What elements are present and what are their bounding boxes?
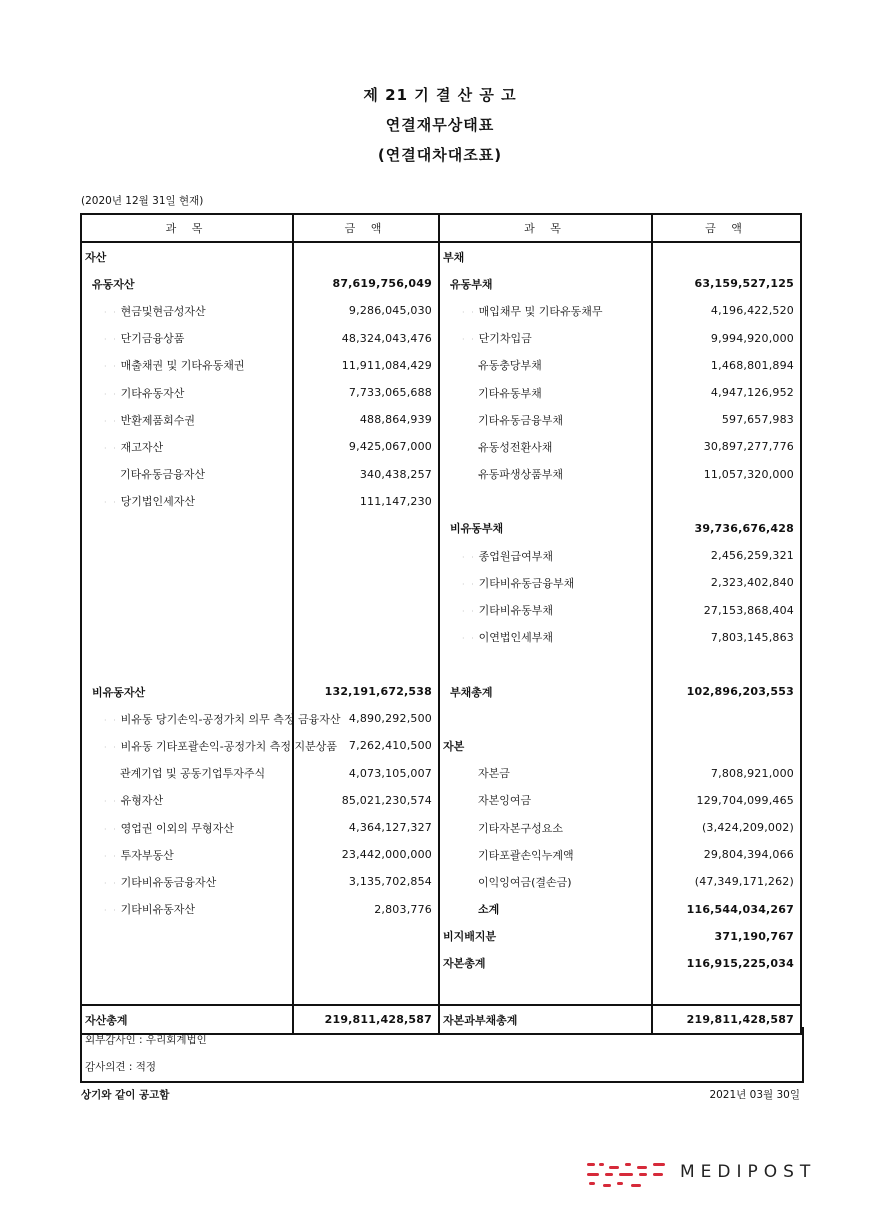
liability-item-label	[439, 787, 652, 814]
leader-dots: · ·	[104, 362, 118, 372]
liability-item-text: 기타자본구성요소	[478, 821, 564, 835]
asset-item-label	[81, 379, 293, 406]
notice-title: 제 21 기 결 산 공 고	[363, 86, 517, 104]
liability-item-amount: 2,323,402,840	[652, 569, 801, 596]
liability-item-text: 기타비유동금융부채	[478, 576, 575, 590]
liability-item-amount	[652, 705, 801, 732]
liability-item-label	[439, 596, 652, 623]
leader-dots: · ·	[462, 307, 476, 317]
leader-dots: · ·	[104, 443, 118, 453]
leader-dots: · ·	[104, 307, 118, 317]
liability-item-label	[439, 542, 652, 569]
asset-item-label	[81, 896, 293, 923]
asset-item-amount: 4,364,127,327	[293, 814, 439, 841]
liability-item-text: 기타비유동부채	[478, 604, 554, 618]
asset-item-text: 유동자산	[92, 277, 135, 291]
table-row	[81, 352, 801, 379]
liability-item-label	[439, 950, 652, 977]
liability-item-label	[439, 977, 652, 1005]
table-row	[81, 868, 801, 895]
asset-item-label	[81, 950, 293, 977]
liability-item-label	[439, 841, 652, 868]
liability-item-text: 유동성전환사채	[478, 440, 553, 454]
asset-item-text: 기타비유동금융자산	[120, 875, 217, 889]
asset-item-amount: 48,324,043,476	[293, 325, 439, 352]
liability-item-label	[439, 651, 652, 678]
asset-item-amount	[293, 950, 439, 977]
asset-item-amount: 85,021,230,574	[293, 787, 439, 814]
asset-item-text: 영업권 이외의 무형자산	[120, 821, 234, 835]
liability-item-label	[439, 814, 652, 841]
table-row	[81, 515, 801, 542]
col-header-subject-right: 과 목	[439, 214, 652, 242]
liability-item-label	[439, 760, 652, 787]
liability-item-amount: 29,804,394,066	[652, 841, 801, 868]
asset-item-text: 유형자산	[120, 794, 164, 808]
liability-item-label	[439, 732, 652, 759]
leader-dots: · ·	[462, 634, 476, 644]
asset-item-amount: 9,286,045,030	[293, 297, 439, 324]
liability-item-amount: 129,704,099,465	[652, 787, 801, 814]
medipost-logo-text: MEDIPOST	[680, 1162, 817, 1182]
asset-item-label	[81, 596, 293, 623]
table-body	[81, 242, 801, 1005]
leader-dots: · ·	[104, 824, 118, 834]
asset-item-label	[81, 651, 293, 678]
liability-item-amount: 9,994,920,000	[652, 325, 801, 352]
liability-item-text: 매입채무 및 기타유동채무	[478, 304, 603, 318]
table-row	[81, 325, 801, 352]
leader-dots: · ·	[104, 742, 118, 752]
asset-item-text: 관계기업 및 공동기업투자주식	[120, 767, 266, 781]
asset-item-text: 당기법인세자산	[120, 495, 196, 509]
asset-item-label	[81, 461, 293, 488]
asset-item-text: 비유동 기타포괄손익-공정가치 측정 지분상품	[120, 739, 337, 753]
leader-dots: · ·	[462, 335, 476, 345]
statement-subtitle: (연결대차대조표)	[377, 146, 503, 164]
notice-text: 상기와 같이 공고함	[81, 1089, 170, 1101]
asset-item-label	[81, 624, 293, 651]
asset-item-label	[81, 297, 293, 324]
asset-item-label	[81, 977, 293, 1005]
statement-title: 연결재무상태표	[385, 116, 495, 134]
asset-item-amount: 3,135,702,854	[293, 868, 439, 895]
liability-item-label	[439, 325, 652, 352]
table-row	[81, 433, 801, 460]
liability-item-text: 자본총계	[443, 957, 486, 971]
asset-item-text: 단기금융상품	[120, 332, 185, 346]
asset-item-amount: 4,890,292,500	[293, 705, 439, 732]
asset-item-text: 투자부동산	[120, 848, 174, 862]
liability-item-text: 소계	[478, 903, 500, 917]
table-row	[81, 297, 801, 324]
liability-item-amount: 1,468,801,894	[652, 352, 801, 379]
asset-item-label	[81, 678, 293, 705]
liability-item-amount: 63,159,527,125	[652, 270, 801, 297]
liability-item-text: 유동충당부채	[478, 359, 542, 373]
asset-item-label	[81, 732, 337, 759]
liability-item-text: 유동파생상품부채	[478, 468, 564, 482]
liability-item-amount	[652, 651, 801, 678]
liability-item-label	[439, 705, 652, 732]
asset-item-amount	[293, 923, 439, 950]
asset-item-text: 현금및현금성자산	[120, 304, 206, 318]
asset-item-label	[81, 814, 293, 841]
asset-item-label	[81, 352, 293, 379]
liability-item-text: 기타유동부채	[478, 386, 542, 400]
liability-item-text: 종업원급여부채	[478, 549, 554, 563]
liability-item-amount: 371,190,767	[652, 923, 801, 950]
asset-item-amount	[293, 242, 439, 270]
audit-info	[80, 1027, 804, 1083]
medipost-logo-mark	[585, 1160, 675, 1190]
publish-date: 2021년 03월 30일	[709, 1089, 800, 1101]
total-liab-equity-label: 자본과부채총계	[439, 1005, 652, 1034]
asset-item-label	[81, 270, 293, 297]
liability-item-label	[439, 352, 652, 379]
asset-item-text: 자산	[85, 250, 107, 264]
liability-item-amount: 27,153,868,404	[652, 596, 801, 623]
asset-item-label	[81, 488, 293, 515]
liability-item-label	[439, 624, 652, 651]
liability-item-label	[439, 868, 652, 895]
liability-item-text: 이연법인세부채	[478, 631, 554, 645]
balance-sheet-table	[80, 213, 802, 1035]
table-row	[81, 461, 801, 488]
asset-item-amount: 111,147,230	[293, 488, 439, 515]
asset-item-label	[81, 542, 293, 569]
asset-item-amount	[293, 596, 439, 623]
table-row	[81, 923, 801, 950]
liability-item-amount: 597,657,983	[652, 406, 801, 433]
table-row	[81, 760, 801, 787]
liability-item-amount: 30,897,277,776	[652, 433, 801, 460]
liability-item-label	[439, 515, 652, 542]
asset-item-label	[81, 760, 293, 787]
liability-item-text: 기타포괄손익누계액	[478, 848, 574, 862]
asset-item-amount	[293, 624, 439, 651]
audit-opinion: 감사의견 : 적정	[85, 1061, 157, 1073]
total-liab-equity-amount: 219,811,428,587	[652, 1005, 801, 1034]
table-row	[81, 950, 801, 977]
leader-dots: · ·	[104, 797, 118, 807]
asset-item-text: 반환제품회수권	[120, 413, 196, 427]
asset-item-amount	[293, 542, 439, 569]
table-row	[81, 678, 801, 705]
liability-item-label	[439, 569, 652, 596]
table-row	[81, 542, 801, 569]
liability-item-label	[439, 678, 652, 705]
liability-item-amount	[652, 732, 801, 759]
asset-item-text: 기타유동금융자산	[120, 468, 206, 482]
leader-dots: · ·	[104, 498, 118, 508]
leader-dots: · ·	[104, 715, 118, 725]
asset-item-amount	[293, 651, 439, 678]
asset-item-amount: 4,073,105,007	[293, 760, 439, 787]
leader-dots: · ·	[104, 851, 118, 861]
asset-item-amount: 132,191,672,538	[293, 678, 439, 705]
leader-dots: · ·	[462, 552, 476, 562]
asset-item-amount: 7,733,065,688	[293, 379, 439, 406]
table-row	[81, 569, 801, 596]
table-row	[81, 814, 801, 841]
table-row	[81, 488, 801, 515]
asset-item-label	[81, 406, 293, 433]
asset-item-text: 재고자산	[120, 440, 164, 454]
asset-item-amount: 2,803,776	[293, 896, 439, 923]
liability-item-text: 자본금	[478, 767, 510, 781]
asset-item-label	[81, 787, 293, 814]
leader-dots: · ·	[104, 389, 118, 399]
liability-item-text: 자본잉여금	[478, 794, 532, 808]
asset-item-text: 비유동 당기손익-공정가치 의무 측정 금융자산	[120, 712, 341, 726]
asset-item-amount	[293, 569, 439, 596]
liability-item-text: 비유동부채	[450, 522, 504, 536]
leader-dots: · ·	[104, 906, 118, 916]
asset-item-amount: 340,438,257	[293, 461, 439, 488]
asset-item-amount: 488,864,939	[293, 406, 439, 433]
liability-item-label	[439, 488, 652, 515]
asset-item-amount: 11,911,084,429	[293, 352, 439, 379]
table-row	[81, 379, 801, 406]
leader-dots: · ·	[462, 579, 476, 589]
liability-item-label	[439, 379, 652, 406]
liability-item-label	[439, 433, 652, 460]
liability-item-text: 부채	[443, 250, 465, 264]
liability-item-amount: 11,057,320,000	[652, 461, 801, 488]
asset-item-amount: 87,619,756,049	[293, 270, 439, 297]
liability-item-amount: 116,915,225,034	[652, 950, 801, 977]
asset-item-amount: 23,442,000,000	[293, 841, 439, 868]
report-date: (2020년 12월 31일 현재)	[81, 195, 204, 207]
asset-item-label	[81, 868, 293, 895]
col-header-amount-left: 금 액	[293, 214, 439, 242]
liability-item-amount: 7,803,145,863	[652, 624, 801, 651]
table-row	[81, 896, 801, 923]
asset-item-text: 기타비유동자산	[120, 903, 196, 917]
liability-item-amount: 4,947,126,952	[652, 379, 801, 406]
leader-dots: · ·	[104, 416, 118, 426]
total-assets-amount: 219,811,428,587	[293, 1005, 439, 1034]
liability-item-label	[439, 242, 652, 270]
liability-item-amount: (47,349,171,262)	[652, 868, 801, 895]
asset-item-text: 매출채권 및 기타유동채권	[120, 359, 245, 373]
liability-item-amount: 39,736,676,428	[652, 515, 801, 542]
liability-item-label	[439, 297, 652, 324]
table-row	[81, 977, 801, 1005]
total-assets-label: 자산총계	[81, 1005, 293, 1034]
table-row	[81, 242, 801, 270]
liability-item-amount: (3,424,209,002)	[652, 814, 801, 841]
liability-item-text: 자본	[443, 739, 465, 753]
leader-dots: · ·	[462, 607, 476, 617]
table-row	[81, 705, 801, 732]
table-row	[81, 624, 801, 651]
asset-item-label	[81, 705, 341, 732]
liability-item-text: 이익잉여금(결손금)	[478, 875, 572, 889]
title-block	[0, 80, 880, 170]
liability-item-text: 유동부채	[450, 277, 493, 291]
liability-item-text: 기타유동금융부채	[478, 413, 564, 427]
asset-item-label	[81, 242, 293, 270]
liability-item-amount	[652, 242, 801, 270]
liability-item-amount: 7,808,921,000	[652, 760, 801, 787]
liability-item-label	[439, 923, 652, 950]
liability-item-label	[439, 461, 652, 488]
table-row	[81, 406, 801, 433]
liability-item-text: 단기차입금	[478, 332, 532, 346]
asset-item-text: 비유동자산	[92, 685, 146, 699]
liability-item-amount: 116,544,034,267	[652, 896, 801, 923]
asset-item-amount: 7,262,410,500	[293, 732, 439, 759]
table-row	[81, 787, 801, 814]
asset-item-amount: 9,425,067,000	[293, 433, 439, 460]
liability-item-amount	[652, 488, 801, 515]
asset-item-label	[81, 325, 293, 352]
asset-item-label	[81, 569, 293, 596]
asset-item-text: 기타유동자산	[120, 386, 185, 400]
asset-item-amount	[293, 977, 439, 1005]
asset-item-label	[81, 923, 293, 950]
asset-item-amount	[293, 515, 439, 542]
table-row	[81, 841, 801, 868]
col-header-subject-left: 과 목	[81, 214, 293, 242]
auditor: 외부감사인 : 우리회계법인	[85, 1034, 207, 1046]
asset-item-label	[81, 515, 293, 542]
liability-item-text: 부채총계	[450, 685, 493, 699]
leader-dots: · ·	[104, 878, 118, 888]
liability-item-label	[439, 896, 652, 923]
asset-item-label	[81, 841, 293, 868]
table-row	[81, 270, 801, 297]
liability-item-amount: 2,456,259,321	[652, 542, 801, 569]
col-header-amount-right: 금 액	[652, 214, 801, 242]
asset-item-label	[81, 433, 293, 460]
liability-item-amount: 102,896,203,553	[652, 678, 801, 705]
leader-dots: · ·	[104, 335, 118, 345]
liability-item-label	[439, 406, 652, 433]
liability-item-amount	[652, 977, 801, 1005]
table-row	[81, 732, 801, 759]
liability-item-label	[439, 270, 652, 297]
liability-item-text: 비지배지분	[443, 930, 497, 944]
table-row	[81, 651, 801, 678]
liability-item-amount: 4,196,422,520	[652, 297, 801, 324]
table-row	[81, 596, 801, 623]
